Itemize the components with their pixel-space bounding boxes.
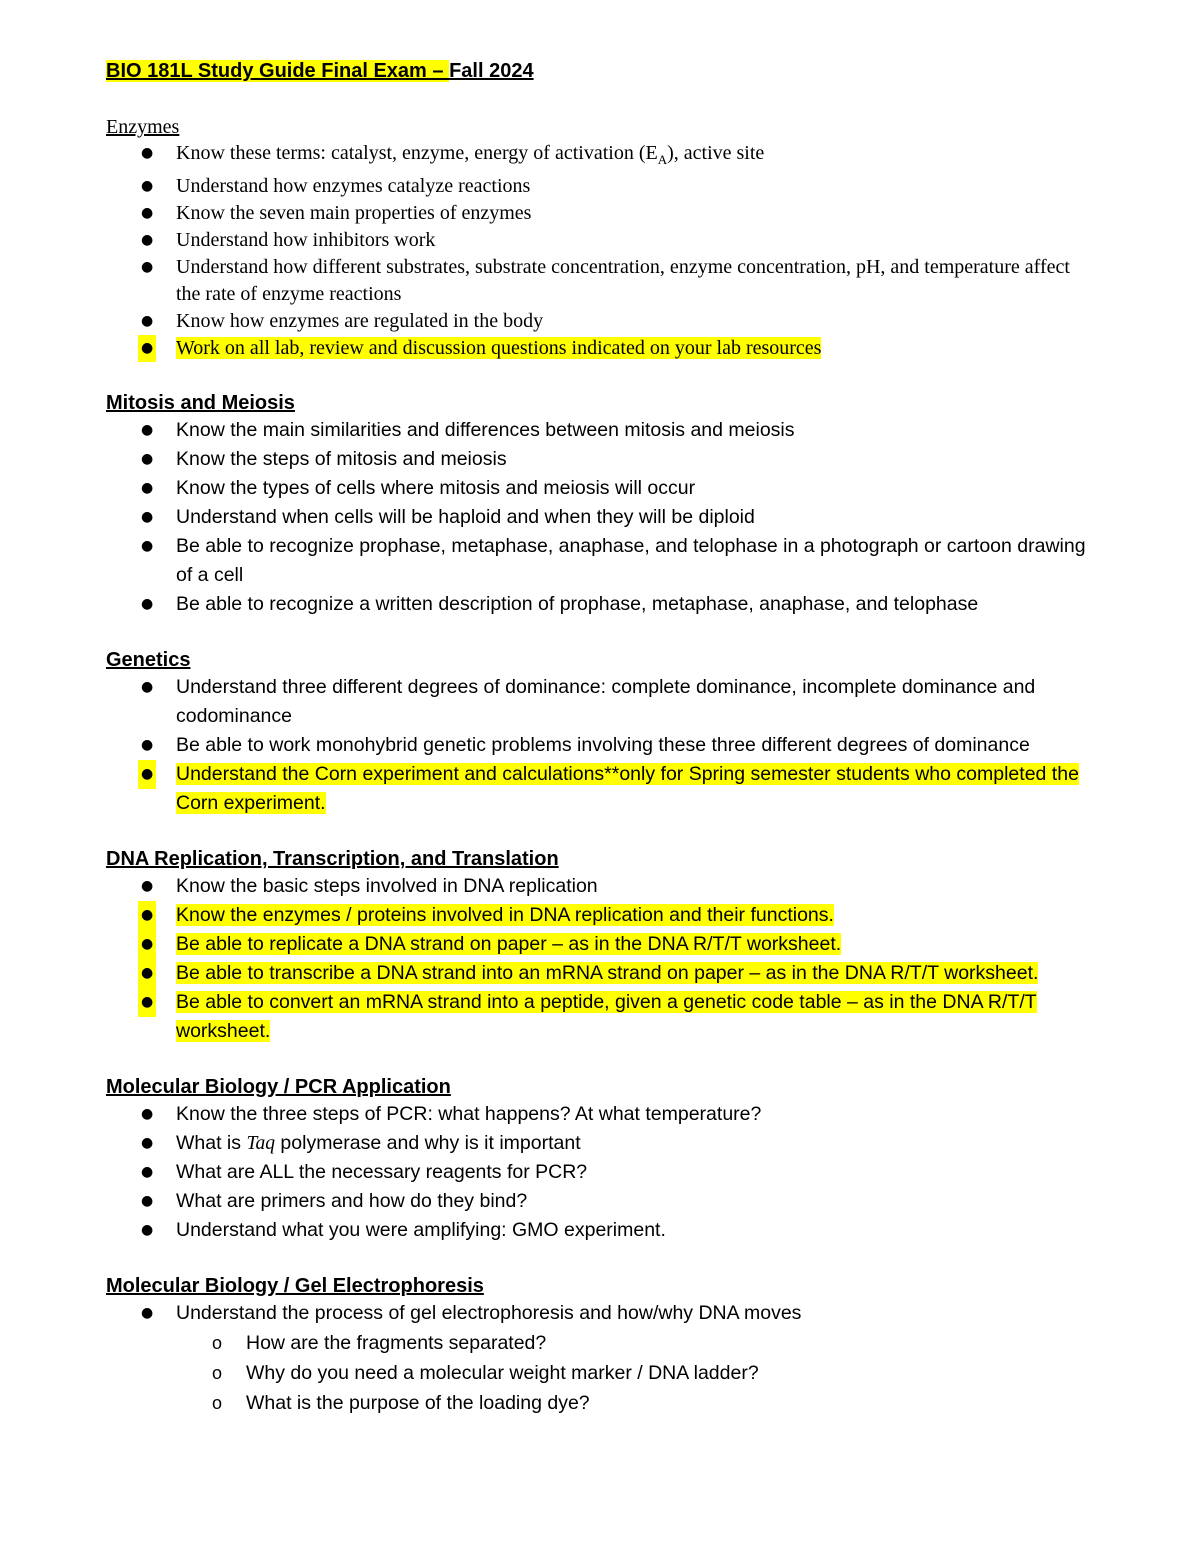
section-pcr — [106, 1074, 1086, 1245]
list-item: ● Know the types of cells where mitosis and meiosis will occur — [106, 474, 1086, 503]
section-heading-pcr: Molecular Biology / PCR Application — [106, 1076, 451, 1098]
bullet-icon: ● — [138, 930, 156, 959]
list-item: ● Be able to recognize prophase, metaphase, anaphase, and telophase in a photograph or cartoon drawing of a cell — [106, 532, 1086, 590]
list-item-highlighted: ● Know the enzymes / proteins involved in DNA replication and their functions. — [106, 901, 1086, 930]
list-item: ● What are ALL the necessary reagents for PCR? — [106, 1158, 1086, 1187]
list-item: ● Know the basic steps involved in DNA replication — [106, 872, 1086, 901]
list-item: ● Know the three steps of PCR: what happens? At what temperature? — [106, 1100, 1086, 1129]
bullet-icon: ● — [138, 959, 156, 988]
list-item: ● Be able to recognize a written description of prophase, metaphase, anaphase, and telophase — [106, 590, 1086, 619]
list-item: ● Know the main similarities and differences between mitosis and meiosis — [106, 416, 1086, 445]
bullet-icon: ● — [141, 1135, 154, 1151]
circle-bullet-icon: o — [212, 1393, 223, 1413]
list-item-highlighted: ● Be able to replicate a DNA strand on paper – as in the DNA R/T/T worksheet. — [106, 930, 1086, 959]
list-item: ● Understand when cells will be haploid and when they will be diploid — [106, 503, 1086, 532]
section-heading-genetics: Genetics — [106, 649, 191, 671]
gel-sub-list — [176, 1328, 1086, 1418]
bullet-icon: ● — [138, 988, 156, 1017]
bullet-icon: ● — [138, 335, 156, 362]
document-title — [106, 58, 1086, 84]
list-item: ● Know these terms: catalyst, enzyme, energy of activation $(E_A)$, active site — [141, 142, 765, 167]
title-rest: Fall 2024 — [449, 60, 534, 82]
bullet-icon: ● — [141, 178, 154, 194]
bullet-icon: ● — [141, 422, 154, 438]
section-gel-electrophoresis — [106, 1273, 1086, 1418]
bullet-icon: ● — [141, 480, 154, 496]
list-item: ● Understand how inhibitors work — [106, 227, 1086, 254]
list-item-highlighted: ● Work on all lab, review and discussion questions indicated on your lab resources — [106, 335, 1086, 362]
mitosis-list — [106, 416, 1086, 619]
sub-list-item: o What is the purpose of the loading dye? — [176, 1388, 1086, 1418]
bullet-icon: ● — [141, 737, 154, 753]
circle-bullet-icon: o — [212, 1363, 223, 1383]
bullet-icon: ● — [141, 1222, 154, 1238]
gel-list — [106, 1299, 1086, 1418]
sub-list-item: o How are the fragments separated? — [176, 1328, 1086, 1358]
bullet-icon: ● — [141, 596, 154, 612]
circle-bullet-icon: o — [212, 1333, 223, 1353]
bullet-icon: ● — [141, 1193, 154, 1209]
list-item: ● Know the seven main properties of enzymes — [106, 200, 1086, 227]
list-item: ● Understand three different degrees of dominance: complete dominance, incomplete dominance and codominance — [106, 673, 1086, 731]
section-mitosis-meiosis — [106, 390, 1086, 619]
list-item-highlighted: ● Be able to transcribe a DNA strand into an mRNA strand on paper – as in the DNA R/T/T worksheet. — [106, 959, 1086, 988]
bullet-icon: ● — [141, 313, 154, 329]
enzymes-list — [106, 140, 1086, 362]
list-item: ● Understand the process of gel electrophoresis and how/why DNA moves o How are the fragments separated? o Why do you need a molecular weight marker / DNA ladder? o What is the purpose of the loading dye? — [106, 1299, 1086, 1418]
section-heading-enzymes: Enzymes — [106, 116, 180, 138]
bullet-icon: ● — [141, 538, 154, 554]
bullet-icon: ● — [141, 679, 154, 695]
list-item: ● What are primers and how do they bind? — [106, 1187, 1086, 1216]
sub-list-item: o Why do you need a molecular weight marker / DNA ladder? — [176, 1358, 1086, 1388]
dna-list — [106, 872, 1086, 1046]
list-item-highlighted: ● Understand the Corn experiment and calculations**only for Spring semester students who completed the Corn experiment. — [106, 760, 1086, 818]
bullet-icon: ● — [141, 1305, 154, 1321]
list-item-highlighted: ● Be able to convert an mRNA strand into a peptide, given a genetic code table – as in the DNA R/T/T worksheet. — [106, 988, 1086, 1046]
title-highlighted: BIO 181L Study Guide Final Exam – — [106, 60, 450, 82]
bullet-icon: ● — [141, 1164, 154, 1180]
section-heading-mitosis: Mitosis and Meiosis — [106, 392, 295, 414]
bullet-icon: ● — [141, 205, 154, 221]
bullet-icon: ● — [138, 760, 156, 789]
genetics-list — [106, 673, 1086, 818]
bullet-icon: ● — [141, 451, 154, 467]
bullet-icon: ● — [141, 1106, 154, 1122]
study-guide-page — [106, 58, 1086, 1418]
list-item: ● Know the steps of mitosis and meiosis — [106, 445, 1086, 474]
section-heading-gel: Molecular Biology / Gel Electrophoresis — [106, 1275, 484, 1297]
list-item: ● Understand how enzymes catalyze reactions — [106, 173, 1086, 200]
bullet-icon: ● — [141, 509, 154, 525]
section-heading-dna: DNA Replication, Transcription, and Translation — [106, 848, 559, 870]
bullet-icon: ● — [141, 878, 154, 894]
list-item: ● Understand what you were amplifying: GMO experiment. — [106, 1216, 1086, 1245]
bullet-icon: ● — [141, 232, 154, 248]
list-item: ● What is Taq polymerase and why is it important — [106, 1129, 1086, 1158]
section-dna — [106, 846, 1086, 1046]
list-item: ● Be able to work monohybrid genetic problems involving these three different degrees of dominance — [106, 731, 1086, 760]
list-item: ● Understand how different substrates, substrate concentration, enzyme concentration, pH, and temperature affect the rate of enzyme reactions — [141, 256, 1070, 305]
section-enzymes — [106, 114, 1086, 362]
bullet-icon: ● — [138, 901, 156, 930]
list-item: ● Know how enzymes are regulated in the body — [106, 308, 1086, 335]
bullet-icon: ● — [141, 259, 154, 275]
bullet-icon: ● — [141, 145, 154, 161]
pcr-list — [106, 1100, 1086, 1245]
section-genetics — [106, 647, 1086, 818]
